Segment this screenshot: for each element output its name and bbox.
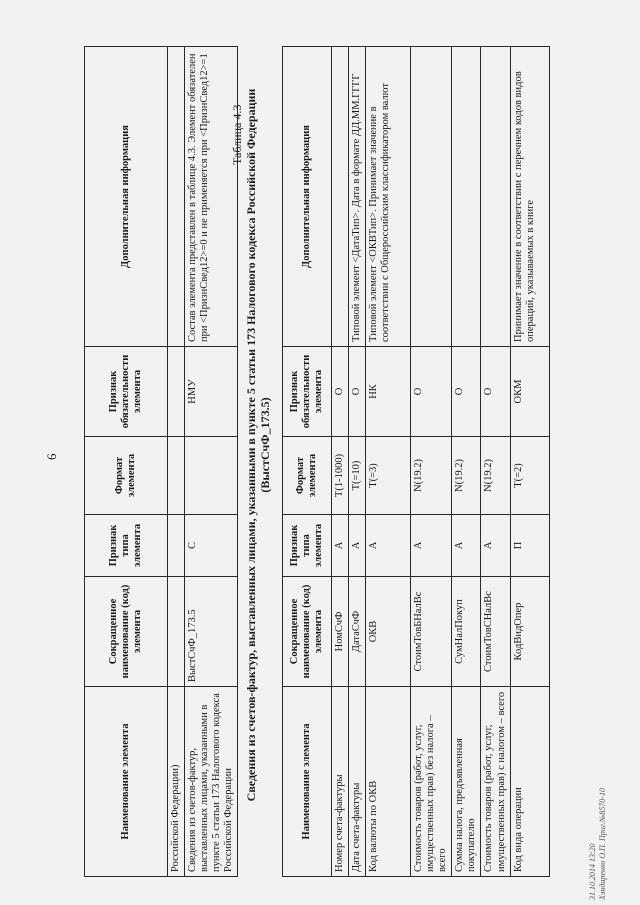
cell-type [168,515,185,577]
table-row [185,47,238,877]
table-row [332,47,349,877]
table-label: Таблица 4.3 [230,104,244,165]
cell-type: П [510,515,549,577]
cell-info: Типовой элемент <ОКВТип>. Принимает значение в соответствии с Общероссийским классификатором валют [366,47,411,347]
table-row [481,47,510,877]
cell-info [481,47,510,347]
cell-info [168,47,185,347]
cell-info [411,47,452,347]
cell-code: НомСчФ [332,577,349,687]
cell-name: Сумма налога, предъявленная покупателю [452,687,481,877]
cell-required [168,347,185,437]
cell-code [168,577,185,687]
table-header-row [85,47,168,877]
cell-info [332,47,349,347]
cell-required: НМУ [185,347,238,437]
cell-required: О [452,347,481,437]
cell-format [168,437,185,515]
cell-type: А [332,515,349,577]
cell-info: Состав элемента представлен в таблице 4.3. Элемент обязателен при <ПризнСвед12>=0 и не применяется при <ПризнСвед12>=1 [185,47,238,347]
table-header-row [283,47,332,877]
cell-type: А [411,515,452,577]
page-number: 6 [44,453,59,460]
cell-name: Российской Федерации) [168,687,185,877]
cell-code: СтоимТовБНалВс [411,577,452,687]
cell-format: N(19.2) [411,437,452,515]
cell-required: ОКМ [510,347,549,437]
cell-name: Сведения из счетов-фактур, выставленных лицами, указанными в пункте 5 статьи 173 Налогового кодекса Российской Федерации [185,687,238,877]
header-type: Признак типа элемента [85,515,168,577]
header-required: Признак обязательности элемента [283,347,332,437]
cell-type: А [481,515,510,577]
header-format: Формат элемента [283,437,332,515]
table-4-3 [282,46,550,877]
cell-code: СтоимТовСНалВс [481,577,510,687]
cell-format: N(19.2) [452,437,481,515]
cell-code: ДатаСчФ [349,577,366,687]
cell-required: О [481,347,510,437]
header-info: Дополнительная информация [283,47,332,347]
table-row [349,47,366,877]
cell-required: НК [366,347,411,437]
cell-type: С [185,515,238,577]
cell-name: Дата счета-фактуры [349,687,366,877]
cell-name: Номер счета-фактуры [332,687,349,877]
cell-type: А [452,515,481,577]
cell-code: СумНалПокуп [452,577,481,687]
cell-info: Типовой элемент <ДатаТип>. Дата в формате ДД.ММ.ГГГГ [349,47,366,347]
table-row [411,47,452,877]
header-code: Сокращенное наименование (код) элемента [283,577,332,687]
header-required: Признак обязательности элемента [85,347,168,437]
cell-name: Стоимость товаров (работ, услуг, имущественных прав) без налога – всего [411,687,452,877]
cell-required: О [411,347,452,437]
table-row [168,47,185,877]
cell-code: КодВидОпер [510,577,549,687]
table-4-2-continuation [84,46,238,877]
table-row [510,47,549,877]
header-code: Сокращенное наименование (код) элемента [85,577,168,687]
table-row [366,47,411,877]
cell-required: О [349,347,366,437]
header-info: Дополнительная информация [85,47,168,347]
cell-format: T(1-1000) [332,437,349,515]
cell-format [185,437,238,515]
cell-name: Стоимость товаров (работ, услуг, имущественных прав) с налогом – всего [481,687,510,877]
stamp-date: 31.10.2014 13:20 [588,843,597,900]
table-title: Сведения из счетов-фактур, выставленных лицами, указанными в пункте 5 статьи 173 Налогового кодекса Российской Федерации (ВыстСчФ_173.5) [244,88,273,802]
cell-info [452,47,481,347]
cell-info: Принимает значение в соответствии с перечнем кодов видов операций, указываемых в книге [510,47,549,347]
header-format: Формат элемента [85,437,168,515]
cell-format: T(=2) [510,437,549,515]
cell-format: N(19.2) [481,437,510,515]
cell-format: T(=10) [349,437,366,515]
cell-type: А [349,515,366,577]
cell-code: ВыстСчФ_173.5 [185,577,238,687]
header-name: Наименование элемента [85,687,168,877]
header-type: Признак типа элемента [283,515,332,577]
cell-name: Код валюты по ОКВ [366,687,411,877]
stamp-signature: Хэндаренко О.П. Приг.№8570-10 [597,788,607,900]
table-row [452,47,481,877]
cell-required: О [332,347,349,437]
margin-stamp [588,680,607,900]
cell-type: А [366,515,411,577]
cell-code: ОКВ [366,577,411,687]
header-name: Наименование элемента [283,687,332,877]
cell-format: T(=3) [366,437,411,515]
cell-name: Код вида операции [510,687,549,877]
